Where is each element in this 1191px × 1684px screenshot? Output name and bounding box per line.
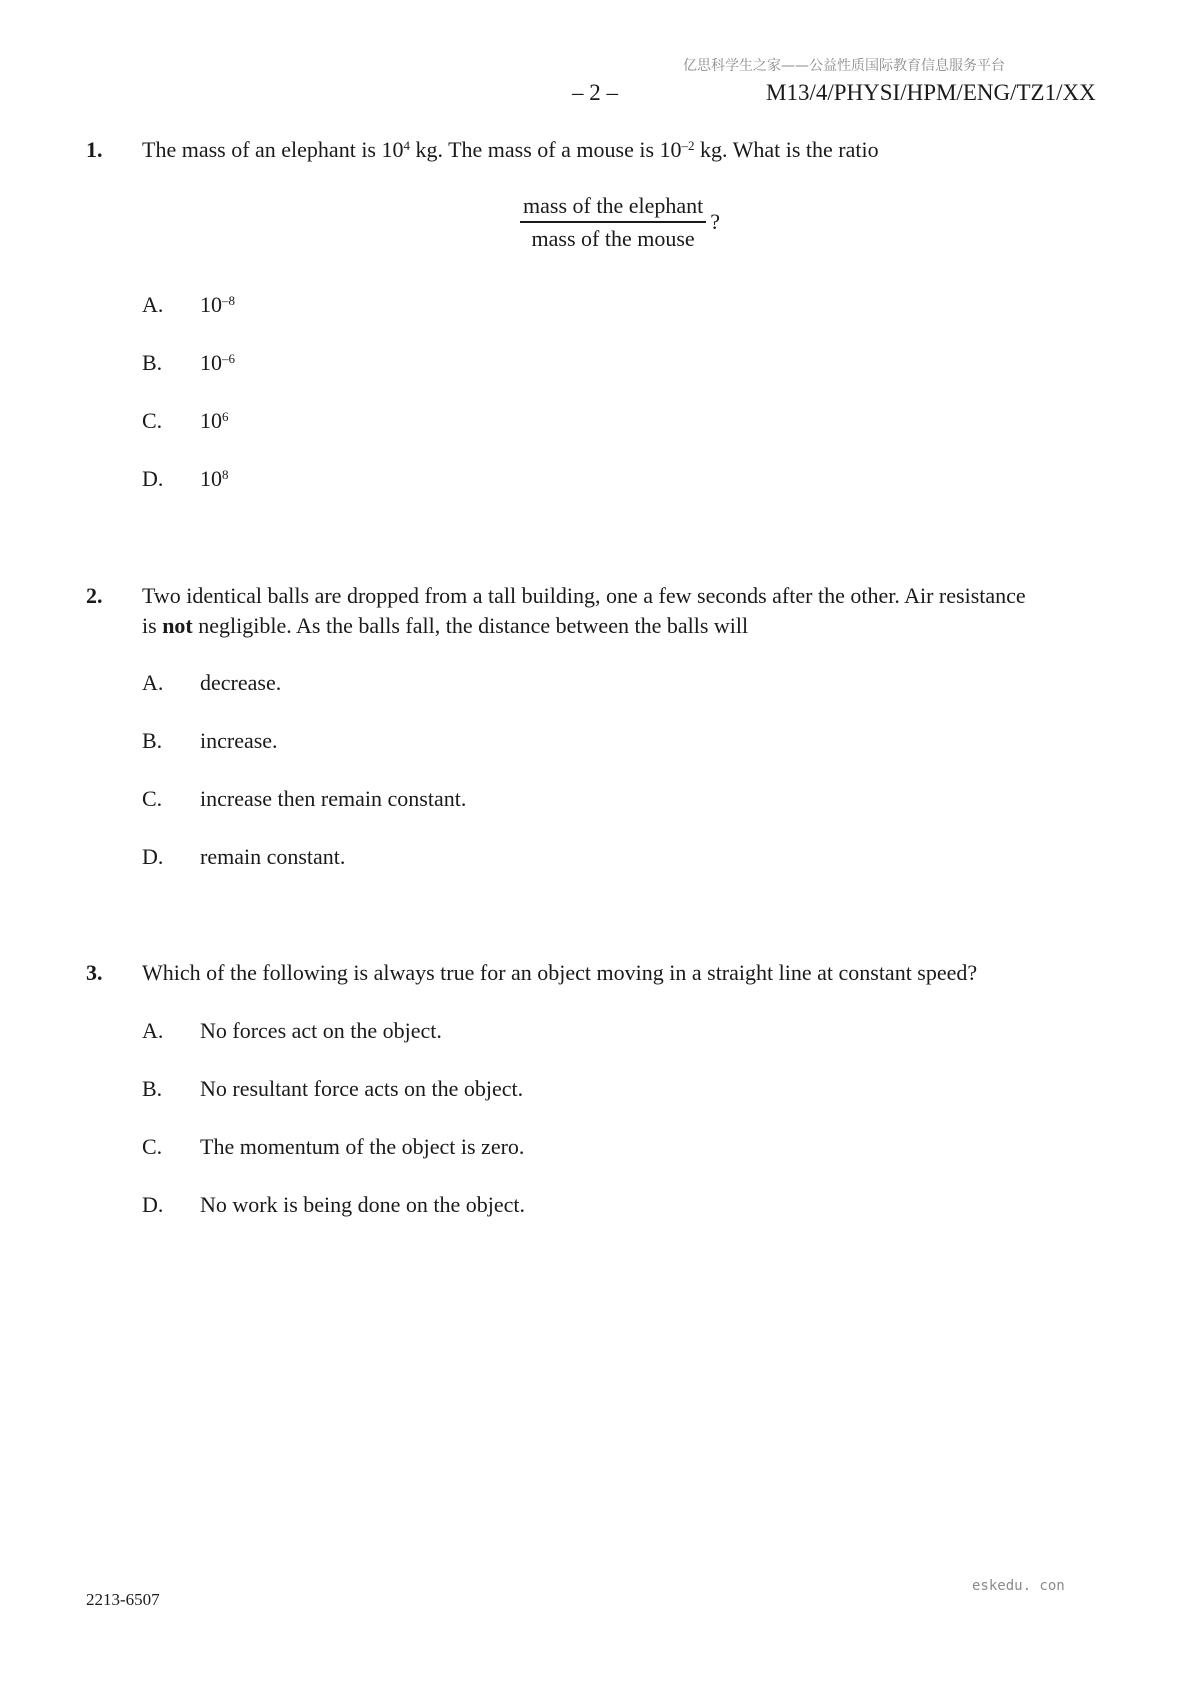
q3-option-b-text: No resultant force acts on the object. — [200, 1076, 524, 1101]
fraction-question-mark: ? — [710, 209, 720, 235]
question-1-number: 1. — [86, 137, 103, 162]
q1-option-d-value: $10^8$ — [200, 466, 229, 491]
question-1-ratio-fraction — [520, 193, 720, 252]
q2-option-d-letter: D. — [142, 844, 164, 869]
q3-option-a-letter: A. — [142, 1018, 164, 1043]
q2-option-b-text: increase. — [200, 728, 278, 753]
question-2-text-line-2: is not negligible. As the balls fall, the distance between the balls will — [142, 613, 749, 638]
q3-option-c-letter: C. — [142, 1134, 163, 1159]
q3-option-a-text: No forces act on the object. — [200, 1018, 442, 1043]
q2-option-a-letter: A. — [142, 670, 164, 695]
q2-option-c-text: increase then remain constant. — [200, 786, 467, 811]
q3-option-d-text: No work is being done on the object. — [200, 1192, 526, 1217]
footer-watermark: eskedu. con — [972, 1578, 1065, 1594]
fraction-denominator: mass of the mouse — [531, 225, 695, 251]
q3-option-c-text: The momentum of the object is zero. — [200, 1134, 525, 1159]
q1-option-a-letter: A. — [142, 292, 164, 317]
question-2-text-line-1: Two identical balls are dropped from a tall building, one a few seconds after the other. Air resistance — [142, 583, 1026, 608]
emphasis-not: not — [162, 613, 193, 638]
question-2-number: 2. — [86, 583, 103, 608]
page-number: – 2 – — [572, 80, 618, 105]
q1-option-c-value: $10^6$ — [200, 408, 229, 433]
q2-option-a-text: decrease. — [200, 670, 282, 695]
q1-option-b-value: $10^{-6}$ — [200, 350, 235, 375]
paper-code: M13/4/PHYSI/HPM/ENG/TZ1/XX — [766, 80, 1096, 105]
question-3-text: Which of the following is always true for an object moving in a straight line at constant speed? — [142, 960, 978, 985]
q2-option-c-letter: C. — [142, 786, 163, 811]
q1-option-d-letter: D. — [142, 466, 164, 491]
q1-option-a-value: $10^{-8}$ — [200, 292, 235, 317]
q1-option-b-letter: B. — [142, 350, 163, 375]
fraction-numerator: mass of the elephant — [523, 193, 704, 218]
q2-option-b-letter: B. — [142, 728, 163, 753]
footer-code: 2213-6507 — [86, 1590, 160, 1609]
q3-option-d-letter: D. — [142, 1192, 164, 1217]
q3-option-b-letter: B. — [142, 1076, 163, 1101]
q2-option-d-text: remain constant. — [200, 844, 346, 869]
question-3-number: 3. — [86, 960, 103, 985]
header-watermark: 亿思科学生之家——公益性质国际教育信息服务平台 — [683, 58, 1005, 74]
q1-option-c-letter: C. — [142, 408, 163, 433]
question-1-text: The mass of an elephant is $10^4$ kg. The mass of a mouse is $10^{-2}$ kg. What is the ratio — [142, 137, 879, 162]
